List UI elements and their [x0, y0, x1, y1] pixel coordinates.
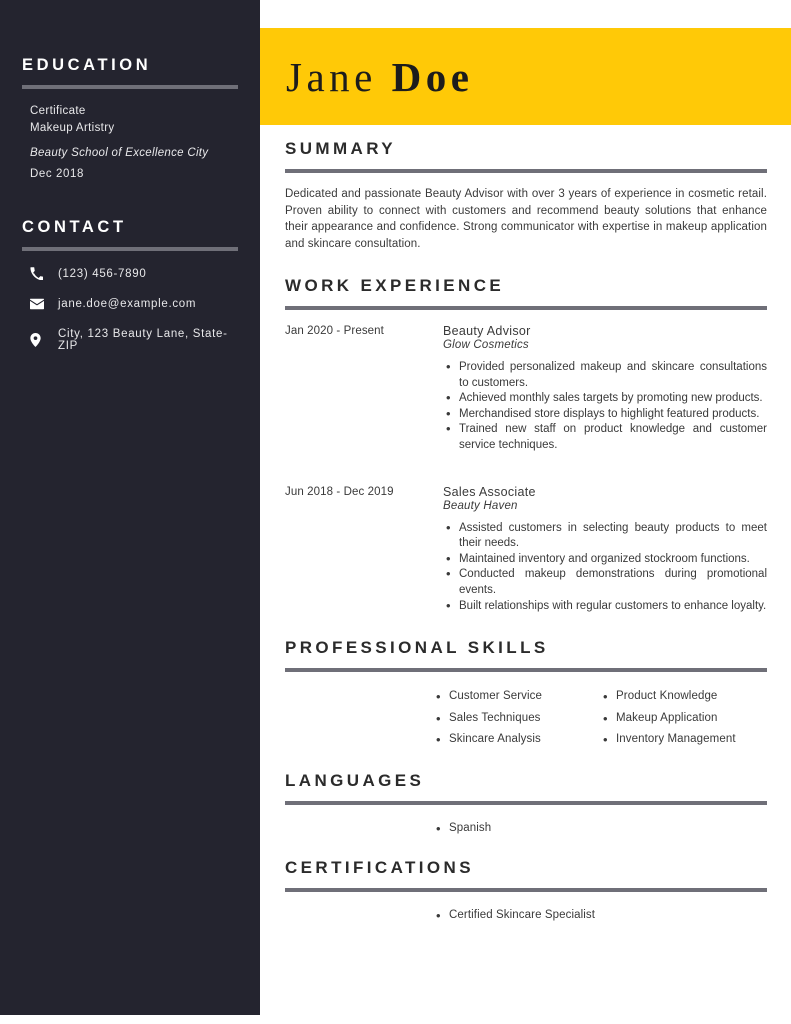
skill-item: • Product Knowledge	[616, 686, 767, 708]
contact-item-address[interactable]	[30, 328, 230, 352]
education-entry	[22, 89, 238, 180]
education-degree-line2: Makeup Artistry	[30, 122, 115, 134]
section-professional-skills	[285, 638, 767, 751]
language-item: • Spanish	[449, 819, 767, 838]
full-name	[260, 53, 473, 101]
certifications-divider	[285, 888, 767, 892]
job-entry	[285, 324, 767, 454]
summary-heading: SUMMARY	[285, 139, 396, 158]
work-experience-divider	[285, 306, 767, 310]
section-languages	[285, 771, 767, 838]
skills-divider	[285, 668, 767, 672]
skill-item: • Inventory Management	[616, 729, 767, 751]
main-content	[285, 139, 767, 925]
sidebar	[0, 0, 260, 1015]
certification-item: • Certified Skincare Specialist	[449, 906, 767, 925]
education-degree-line1: Certificate	[30, 105, 86, 117]
job-bullet: • Trained new staff on product knowledge and customer service techniques.	[459, 422, 767, 453]
sidebar-section-education	[22, 56, 238, 180]
skill-item: • Makeup Application	[616, 708, 767, 730]
skills-columns	[285, 686, 767, 751]
job-bullet: • Merchandised store displays to highlight featured products.	[459, 407, 767, 423]
contact-email-value: jane.doe@example.com	[58, 298, 197, 310]
languages-heading: LANGUAGES	[285, 770, 425, 790]
certifications-list	[285, 906, 767, 925]
job-date: Jun 2018 - Dec 2019	[285, 485, 394, 498]
contact-item-email[interactable]	[30, 297, 230, 311]
job-bullet: • Achieved monthly sales targets by promoting new products.	[459, 391, 767, 407]
job-details	[443, 324, 767, 454]
job-details	[443, 485, 767, 615]
job-date: Jan 2020 - Present	[285, 325, 384, 337]
section-summary	[285, 139, 767, 252]
skills-heading: PROFESSIONAL SKILLS	[285, 638, 549, 658]
contact-list	[22, 251, 238, 352]
name-banner	[260, 28, 791, 125]
skills-column-right	[600, 686, 767, 751]
job-bullet: • Assisted customers in selecting beauty products to meet their needs.	[459, 521, 767, 552]
education-date: Dec 2018	[30, 168, 85, 180]
first-name: Jane	[286, 53, 377, 100]
envelope-icon	[30, 297, 50, 311]
job-bullet: • Conducted makeup demonstrations during promotional events.	[459, 567, 767, 598]
job-bullet: • Provided personalized makeup and skincare consultations to customers.	[459, 360, 767, 391]
job-title: Beauty Advisor	[443, 324, 531, 338]
section-work-experience	[285, 276, 767, 614]
job-title: Sales Associate	[443, 484, 536, 499]
certifications-heading: CERTIFICATIONS	[285, 857, 474, 877]
skill-item: • Skincare Analysis	[449, 729, 600, 751]
main-column	[260, 0, 791, 1024]
job-bullet: • Built relationships with regular customers to enhance loyalty.	[459, 599, 767, 615]
contact-address-value: City, 123 Beauty Lane, State-ZIP	[58, 328, 228, 352]
education-school: Beauty School of Excellence City	[30, 147, 209, 159]
education-heading: EDUCATION	[22, 56, 152, 74]
job-bullet-list	[443, 360, 767, 454]
sidebar-section-contact	[22, 218, 238, 352]
job-bullet: • Maintained inventory and organized stockroom functions.	[459, 552, 767, 568]
languages-list	[285, 819, 767, 838]
languages-divider	[285, 801, 767, 805]
skills-column-left	[433, 686, 600, 751]
skill-item: • Customer Service	[449, 686, 600, 708]
summary-divider	[285, 169, 767, 173]
contact-item-phone[interactable]	[30, 267, 230, 280]
job-company: Glow Cosmetics	[443, 339, 529, 351]
skill-item: • Sales Techniques	[449, 708, 600, 730]
map-pin-icon	[30, 333, 50, 347]
section-certifications	[285, 858, 767, 925]
contact-phone-value: (123) 456-7890	[58, 267, 147, 280]
last-name: Doe	[391, 53, 474, 100]
work-experience-heading: WORK EXPERIENCE	[285, 276, 505, 295]
phone-icon	[30, 267, 50, 280]
summary-text: Dedicated and passionate Beauty Advisor with over 3 years of experience in cosmetic retail. Proven ability to connect with customers and recommend beauty solutions that enhance their appearance and confidence. Strong communicator with expertise in makeup application and skincare consultation.	[285, 188, 767, 250]
job-entry	[285, 485, 767, 615]
contact-heading: CONTACT	[22, 218, 127, 236]
job-bullet-list	[443, 521, 767, 615]
job-company: Beauty Haven	[443, 499, 518, 512]
